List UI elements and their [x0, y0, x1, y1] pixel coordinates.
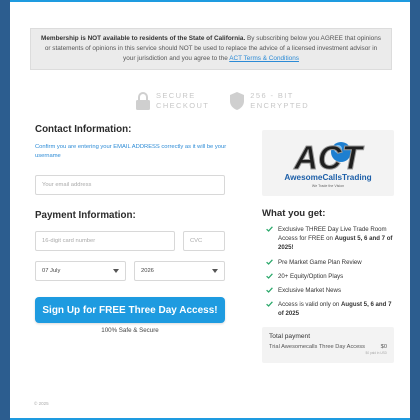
- check-icon: [266, 259, 273, 265]
- encrypted-badge: [229, 90, 309, 112]
- expiry-month-select[interactable]: [35, 261, 126, 281]
- expiry-year-select[interactable]: [134, 261, 225, 281]
- list-item: [262, 286, 394, 295]
- list-item: [262, 272, 394, 281]
- card-row: [35, 231, 245, 251]
- benefit-text: 20+ Equity/Option Plays: [278, 272, 344, 280]
- security-badges: [135, 90, 309, 112]
- check-icon: [266, 301, 273, 307]
- logo-name: AwesomeCallsTrading: [284, 173, 372, 182]
- total-price: $0: [380, 343, 387, 350]
- expiry-row: [35, 261, 245, 281]
- california-notice: [30, 28, 392, 70]
- check-icon: [266, 287, 273, 293]
- email-confirm-note: Confirm you are entering your EMAIL ADDRESS correctly as it will be your username: [35, 144, 227, 159]
- list-item: [262, 225, 394, 253]
- cvc-input[interactable]: [183, 231, 225, 251]
- card-number-input[interactable]: [35, 231, 175, 251]
- list-item: [262, 258, 394, 267]
- total-label: Total payment: [269, 332, 311, 340]
- badge-line2: ENCRYPTED: [250, 101, 310, 110]
- shield-icon: [229, 91, 245, 111]
- expiry-year-value: 2026: [141, 268, 154, 274]
- card-number-placeholder: 16-digit card number: [42, 238, 96, 244]
- email-input[interactable]: [35, 175, 225, 195]
- benefit-text: Exclusive THREE Day Live Trade Room Access for FREE on: [278, 226, 387, 243]
- logo-tagline: We Trade the Vision: [311, 184, 345, 188]
- badge-line2: CHECKOUT: [156, 101, 210, 110]
- payment-title: Payment Information:: [35, 210, 136, 221]
- safe-secure-note: 100% Safe & Secure: [101, 327, 159, 334]
- secure-checkout-badge: [135, 90, 209, 112]
- order-summary: [262, 130, 394, 363]
- total-item: Trial Awesomecalls Three Day Access: [269, 343, 365, 350]
- check-icon: [266, 226, 273, 232]
- signup-button[interactable]: Sign Up for FREE Three Day Access!: [35, 297, 225, 323]
- benefit-bold: August 5, 6 and 7 of 2025!: [278, 235, 393, 252]
- terms-link[interactable]: ACT Terms & Conditions: [229, 55, 299, 62]
- benefit-text: Exclusive Market News: [278, 287, 341, 295]
- total-row: [269, 344, 387, 350]
- notice-body: By subscribing below you AGREE that opinions or statements of opinions in this service should NOT be used to replace the advice of a licensed investment advisor in your jurisdiction and you agree to the: [44, 35, 381, 62]
- checkout-page: [10, 0, 410, 420]
- chevron-down-icon: [113, 269, 119, 273]
- badge-line1: SECURE: [156, 91, 196, 100]
- checkout-form: [35, 124, 245, 334]
- total-payment-box: [262, 327, 394, 363]
- copyright: © 2025: [34, 401, 49, 406]
- check-icon: [266, 273, 273, 279]
- benefits-list: [262, 225, 394, 319]
- lock-icon: [135, 91, 151, 111]
- badge-line1: 256 - BIT: [250, 91, 294, 100]
- benefits-title: What you get:: [262, 208, 326, 219]
- expiry-month-value: 07 July: [42, 268, 61, 274]
- contact-title: Contact Information:: [35, 124, 132, 135]
- chevron-down-icon: [212, 269, 218, 273]
- act-logo: [269, 134, 387, 192]
- benefit-text: Pre Market Game Plan Review: [278, 258, 362, 266]
- benefit-text: Access is valid only on: [278, 301, 341, 309]
- cvc-placeholder: CVC: [190, 238, 203, 244]
- total-sub: $0 paid in USD: [365, 350, 387, 355]
- svg-text:ACT: ACT: [294, 139, 362, 176]
- benefit-bold: August 5, 6 and 7 of 2025: [278, 301, 392, 318]
- notice-strong: Membership is NOT available to residents of the State of California.: [41, 35, 246, 42]
- email-placeholder: Your email address: [42, 182, 92, 188]
- list-item: [262, 300, 394, 318]
- logo-box: [262, 130, 394, 196]
